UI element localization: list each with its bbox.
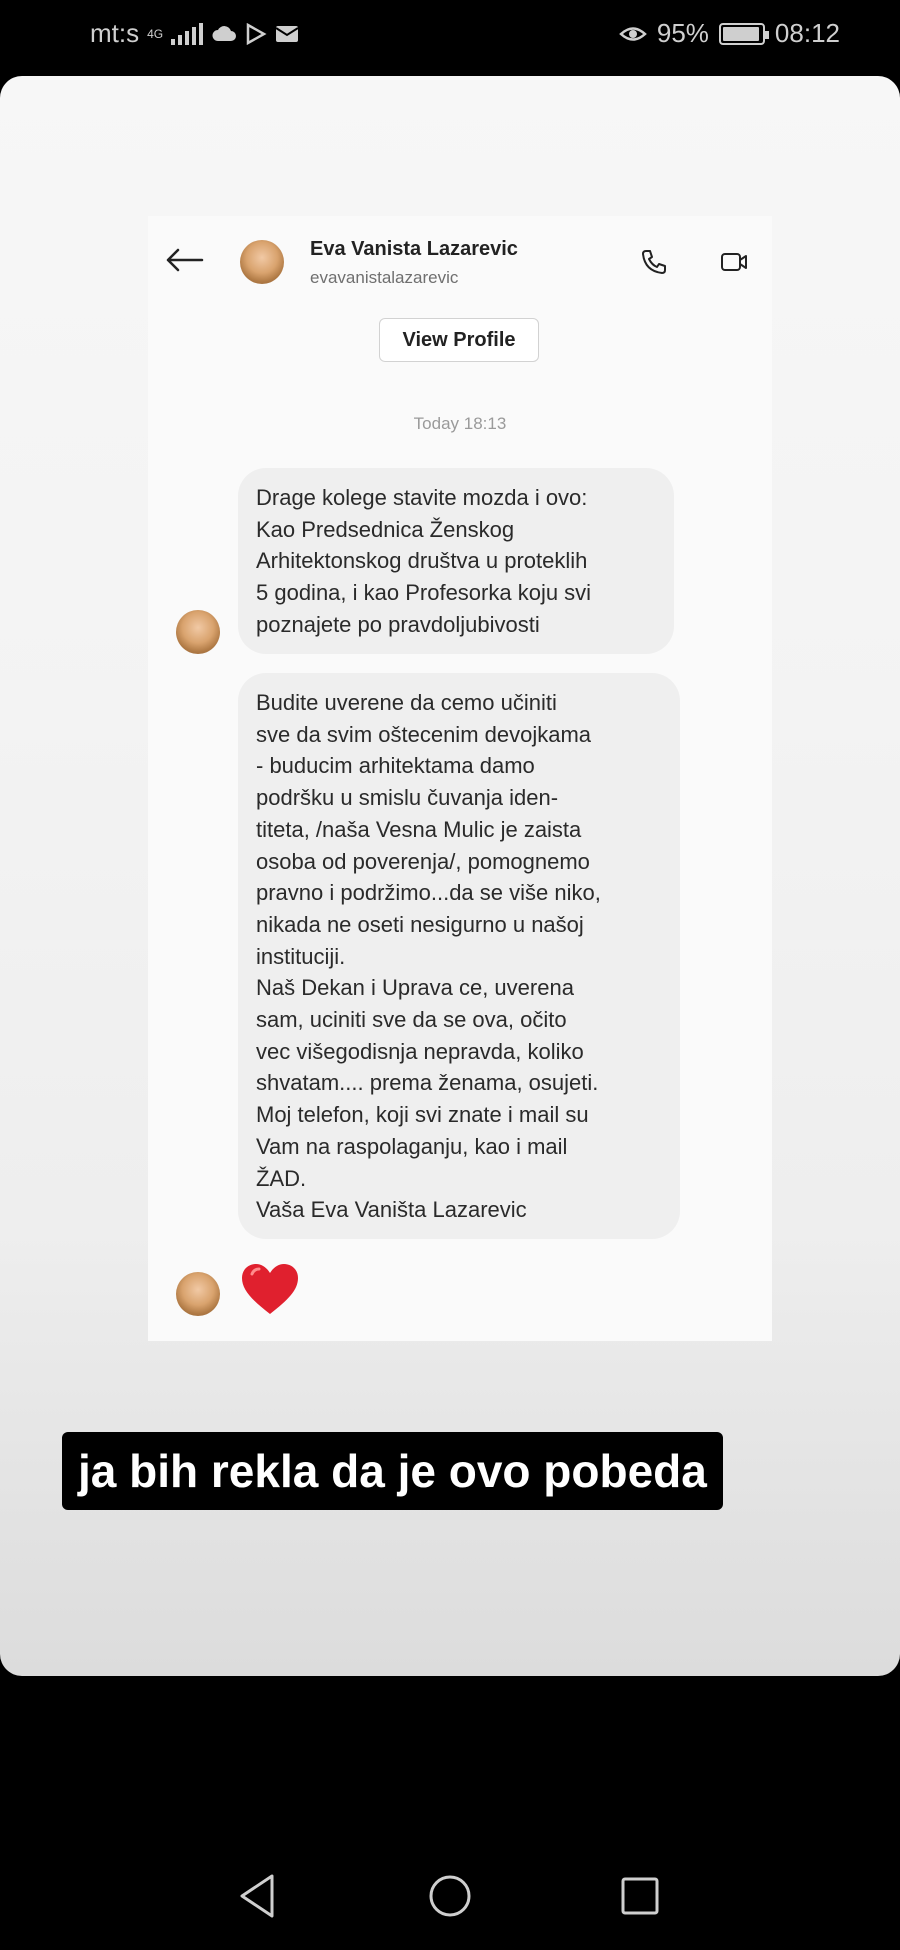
nav-back-icon[interactable]: [236, 1872, 280, 1920]
contact-name[interactable]: Eva Vanista Lazarevic: [310, 238, 518, 260]
carrier-label: mt:s: [90, 18, 140, 48]
avatar[interactable]: [176, 1272, 220, 1316]
story-card: [0, 76, 900, 1676]
cloud-icon: [211, 24, 237, 44]
dm-screenshot: [148, 216, 772, 1341]
back-arrow-icon[interactable]: [164, 248, 204, 272]
nav-recent-icon[interactable]: [620, 1876, 660, 1916]
mail-icon: [275, 24, 301, 44]
message-bubble[interactable]: Drage kolege stavite mozda i ovo: Kao Predsednica Ženskog Arhitektonskog društva u proteklih 5 godina, i kao Profesorka koju svi poznajete po pravdoljubivosti: [238, 468, 674, 654]
view-profile-button[interactable]: View Profile: [379, 318, 539, 362]
battery-icon: [719, 23, 765, 45]
avatar[interactable]: [240, 240, 284, 284]
eye-comfort-icon: [619, 23, 647, 45]
chat-header: [148, 216, 772, 306]
signal-icon: [171, 23, 203, 45]
message-bubble[interactable]: Budite uverene da cemo učiniti sve da svim oštecenim devojkama - buducim arhitektama damo podršku u smislu čuvanja iden- titeta, /naša Vesna Mulic je zaista osoba od poverenja/, pomognemo pravno i podržimo...da se više niko, nikada ne oseti nesigurno u našoj instituciji. Naš Dekan i Uprava ce, uverena sam, uciniti sve da se ova, očito vec višegodisnja nepravda, koliko shvatam.... prema ženama, osujeti. Moj telefon, koji svi znate i mail su Vam na raspolaganju, kao i mail ŽAD. Vaša Eva Vaništa Lazarevic: [238, 673, 680, 1239]
clock: 08:12: [774, 18, 840, 48]
status-right: [619, 18, 840, 49]
navigation-bar: [0, 1850, 900, 1950]
story-caption: ja bih rekla da je ovo pobeda: [62, 1432, 723, 1510]
play-store-icon: [245, 23, 267, 45]
avatar[interactable]: [176, 610, 220, 654]
status-bar: [0, 0, 900, 72]
battery-percent: 95%: [656, 18, 709, 48]
nav-home-icon[interactable]: [428, 1874, 472, 1918]
video-icon[interactable]: [720, 250, 748, 274]
status-left: [90, 18, 301, 49]
network-label: 4G: [147, 26, 164, 41]
heart-icon[interactable]: [240, 1262, 300, 1316]
message-timestamp: Today 18:13: [413, 414, 507, 433]
battery-fill: [723, 27, 759, 41]
phone-icon[interactable]: [640, 248, 668, 276]
contact-username: evavanistalazarevic: [310, 268, 459, 287]
